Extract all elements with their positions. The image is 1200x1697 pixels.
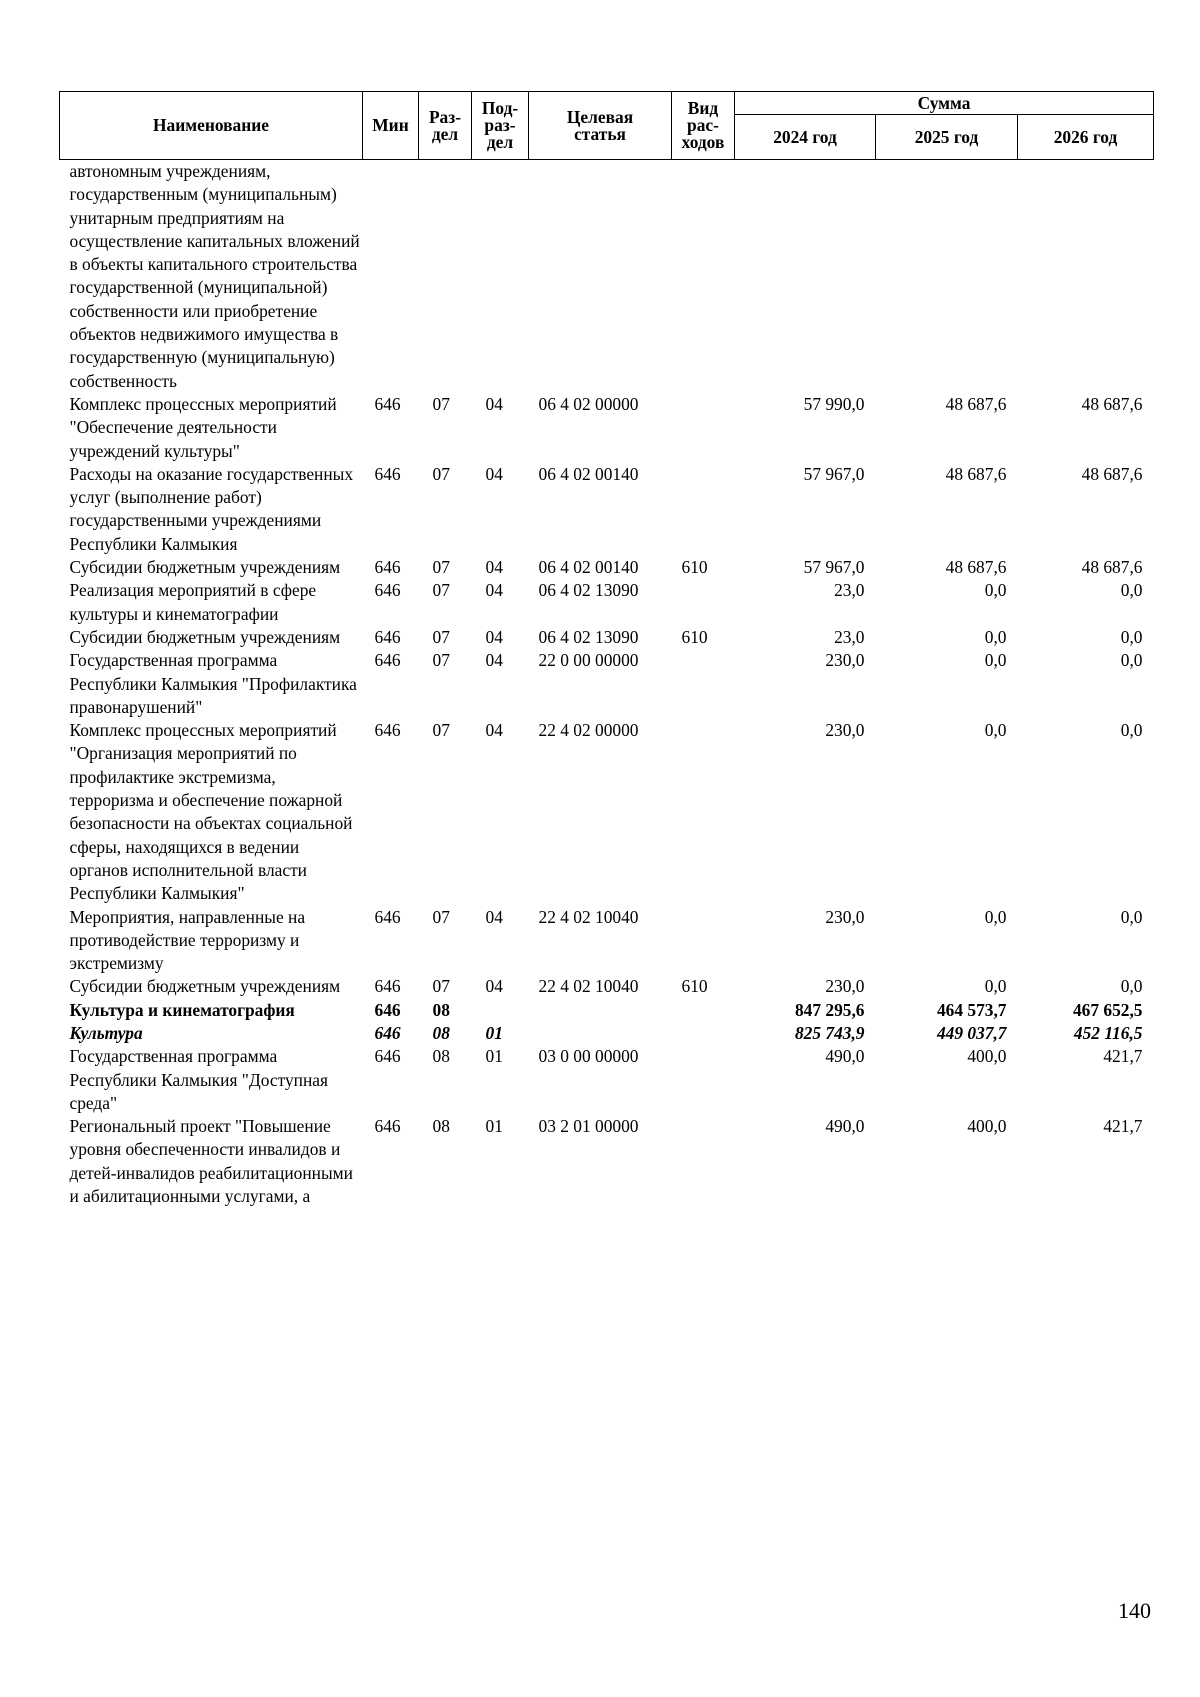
cell-vid-rashodov: 610 bbox=[681, 976, 708, 997]
cell-sum-2026: 0,0 bbox=[1120, 580, 1143, 601]
cell-podrazdel: 04 bbox=[485, 393, 503, 414]
cell-name: Региональный проект "Повышение уровня обеспеченности инвалидов и детей-инвалидов реабилитационными и абилитационными услугами, а bbox=[69, 1116, 353, 1207]
cell-name: автономным учреждениям, государственным (муниципальным) унитарным предприятиям на осуществление капитальных вложений в объекты капитального строительства государственной (муниципальной) собственности или приобретение объектов недвижимого имущества в государственную (муниципальную) собственность bbox=[69, 161, 360, 391]
cell-razdel: 07 bbox=[432, 626, 450, 647]
cell-podrazdel: 04 bbox=[485, 557, 503, 578]
cell-name: Государственная программа Республики Калмыкия "Профилактика правонарушений" bbox=[69, 650, 357, 717]
cell-sum-2026: 48 687,6 bbox=[1081, 463, 1143, 484]
header-summa: Сумма bbox=[735, 92, 1154, 115]
cell-celevaya-statya: 03 0 00 00000 bbox=[538, 1046, 639, 1067]
cell-sum-2026: 48 687,6 bbox=[1081, 557, 1143, 578]
cell-razdel: 07 bbox=[432, 557, 450, 578]
cell-razdel: 07 bbox=[432, 720, 450, 741]
cell-sum-2026: 421,7 bbox=[1103, 1046, 1143, 1067]
cell-celevaya-statya bbox=[529, 160, 672, 393]
table-row bbox=[60, 649, 1154, 719]
cell-sum-2026: 0,0 bbox=[1120, 720, 1143, 741]
table-row bbox=[60, 626, 1154, 649]
cell-sum-2026: 421,7 bbox=[1103, 1116, 1143, 1137]
cell-min bbox=[363, 160, 419, 393]
cell-vid-rashodov bbox=[672, 463, 735, 556]
page-number: 140 bbox=[1118, 1598, 1151, 1623]
cell-sum-2024: 57 967,0 bbox=[803, 557, 865, 578]
cell-name: Расходы на оказание государственных услуг (выполнение работ) государственными учреждениями Республики Калмыкия bbox=[69, 463, 354, 554]
cell-podrazdel: 04 bbox=[485, 650, 503, 671]
table-header bbox=[60, 92, 1154, 160]
cell-sum-2025: 464 573,7 bbox=[936, 999, 1007, 1020]
table-row bbox=[60, 975, 1154, 998]
cell-razdel: 07 bbox=[432, 393, 450, 414]
cell-celevaya-statya: 22 4 02 10040 bbox=[538, 906, 639, 927]
cell-sum-2024: 847 295,6 bbox=[794, 999, 865, 1020]
cell-podrazdel: 04 bbox=[485, 463, 503, 484]
cell-sum-2024: 825 743,9 bbox=[794, 1022, 865, 1043]
cell-sum-2025: 0,0 bbox=[984, 650, 1007, 671]
cell-sum-2025: 0,0 bbox=[984, 906, 1007, 927]
header-name: Наименование bbox=[60, 92, 363, 160]
cell-name: Государственная программа Республики Калмыкия "Доступная среда" bbox=[69, 1046, 329, 1113]
cell-sum-2024: 23,0 bbox=[834, 580, 865, 601]
cell-razdel: 08 bbox=[432, 1022, 450, 1043]
cell-sum-2024: 490,0 bbox=[825, 1046, 865, 1067]
cell-sum-2026 bbox=[1018, 160, 1154, 393]
cell-sum-2024: 23,0 bbox=[834, 626, 865, 647]
header-year-2025: 2025 год bbox=[876, 115, 1018, 160]
cell-sum-2024: 57 990,0 bbox=[803, 393, 865, 414]
cell-sum-2024 bbox=[735, 160, 876, 393]
header-podrazdel: Под- раз- дел bbox=[472, 92, 529, 160]
cell-vid-rashodov bbox=[672, 719, 735, 905]
table-row bbox=[60, 906, 1154, 976]
cell-min: 646 bbox=[374, 906, 401, 927]
table-row bbox=[60, 556, 1154, 579]
cell-name: Комплекс процессных мероприятий "Организация мероприятий по профилактике экстремизма, терроризма и обеспечение пожарной безопасности на объектах социальной сферы, находящихся в ведении органов исполнительной власти Республики Калмыкия" bbox=[69, 720, 353, 904]
cell-name: Субсидии бюджетным учреждениям bbox=[69, 557, 341, 578]
cell-min: 646 bbox=[374, 626, 401, 647]
cell-sum-2026: 0,0 bbox=[1120, 626, 1143, 647]
cell-vid-rashodov bbox=[672, 649, 735, 719]
cell-podrazdel: 04 bbox=[485, 720, 503, 741]
cell-celevaya-statya: 22 4 02 10040 bbox=[538, 976, 639, 997]
table-row bbox=[60, 719, 1154, 905]
cell-sum-2025: 0,0 bbox=[984, 626, 1007, 647]
cell-podrazdel: 04 bbox=[485, 626, 503, 647]
cell-sum-2025: 48 687,6 bbox=[945, 393, 1007, 414]
cell-sum-2024: 230,0 bbox=[825, 720, 865, 741]
cell-razdel bbox=[419, 160, 472, 393]
cell-name: Мероприятия, направленные на противодействие терроризму и экстремизму bbox=[69, 906, 306, 974]
cell-vid-rashodov bbox=[672, 906, 735, 976]
table-row bbox=[60, 1045, 1154, 1115]
cell-razdel: 07 bbox=[432, 580, 450, 601]
cell-sum-2024: 57 967,0 bbox=[803, 463, 865, 484]
header-celevaya-statya: Целевая статья bbox=[529, 92, 672, 160]
cell-vid-rashodov bbox=[672, 160, 735, 393]
cell-name: Культура bbox=[69, 1022, 143, 1043]
cell-razdel: 07 bbox=[432, 906, 450, 927]
table-row bbox=[60, 463, 1154, 556]
cell-celevaya-statya: 06 4 02 13090 bbox=[538, 626, 639, 647]
cell-min: 646 bbox=[374, 463, 401, 484]
cell-vid-rashodov bbox=[672, 1022, 735, 1045]
cell-name: Комплекс процессных мероприятий "Обеспечение деятельности учреждений культуры" bbox=[69, 393, 337, 461]
cell-min: 646 bbox=[374, 720, 401, 741]
cell-min: 646 bbox=[374, 976, 401, 997]
cell-celevaya-statya: 22 4 02 00000 bbox=[538, 720, 639, 741]
cell-celevaya-statya: 03 2 01 00000 bbox=[538, 1116, 639, 1137]
cell-razdel: 08 bbox=[432, 1116, 450, 1137]
cell-vid-rashodov: 610 bbox=[681, 557, 708, 578]
header-min: Мин bbox=[363, 92, 419, 160]
cell-celevaya-statya: 06 4 02 00140 bbox=[538, 557, 639, 578]
cell-podrazdel: 04 bbox=[485, 906, 503, 927]
table-row bbox=[60, 393, 1154, 463]
cell-sum-2025: 0,0 bbox=[984, 976, 1007, 997]
cell-celevaya-statya bbox=[529, 1022, 672, 1045]
cell-min: 646 bbox=[374, 1116, 401, 1137]
cell-razdel: 08 bbox=[432, 999, 450, 1020]
cell-vid-rashodov bbox=[672, 1115, 735, 1208]
cell-sum-2026: 48 687,6 bbox=[1081, 393, 1143, 414]
cell-vid-rashodov: 610 bbox=[681, 626, 708, 647]
cell-sum-2025: 449 037,7 bbox=[936, 1022, 1007, 1043]
cell-vid-rashodov bbox=[672, 579, 735, 626]
cell-sum-2024: 490,0 bbox=[825, 1116, 865, 1137]
cell-razdel: 07 bbox=[432, 650, 450, 671]
cell-sum-2025 bbox=[876, 160, 1018, 393]
table-row bbox=[60, 579, 1154, 626]
cell-celevaya-statya bbox=[529, 999, 672, 1022]
cell-sum-2026: 0,0 bbox=[1120, 650, 1143, 671]
table-row bbox=[60, 1115, 1154, 1208]
cell-celevaya-statya: 06 4 02 13090 bbox=[538, 580, 639, 601]
cell-vid-rashodov bbox=[672, 1045, 735, 1115]
cell-name: Реализация мероприятий в сфере культуры и кинематографии bbox=[69, 580, 317, 624]
cell-podrazdel: 01 bbox=[485, 1046, 503, 1067]
budget-table bbox=[59, 91, 1154, 1208]
header-vid-rashodov: Вид рас- ходов bbox=[672, 92, 735, 160]
cell-vid-rashodov bbox=[672, 393, 735, 463]
cell-sum-2024: 230,0 bbox=[825, 650, 865, 671]
cell-sum-2025: 400,0 bbox=[967, 1046, 1007, 1067]
table-row bbox=[60, 999, 1154, 1022]
cell-sum-2025: 48 687,6 bbox=[945, 463, 1007, 484]
cell-min: 646 bbox=[374, 580, 401, 601]
table-row bbox=[60, 160, 1154, 393]
cell-vid-rashodov bbox=[672, 999, 735, 1022]
cell-sum-2026: 0,0 bbox=[1120, 906, 1143, 927]
cell-sum-2026: 452 116,5 bbox=[1073, 1022, 1143, 1043]
cell-sum-2025: 48 687,6 bbox=[945, 557, 1007, 578]
cell-razdel: 08 bbox=[432, 1046, 450, 1067]
cell-celevaya-statya: 06 4 02 00000 bbox=[538, 393, 639, 414]
cell-podrazdel: 01 bbox=[485, 1022, 503, 1043]
cell-min: 646 bbox=[374, 557, 401, 578]
cell-name: Субсидии бюджетным учреждениям bbox=[69, 976, 341, 997]
cell-celevaya-statya: 06 4 02 00140 bbox=[538, 463, 639, 484]
cell-sum-2024: 230,0 bbox=[825, 906, 865, 927]
header-year-2026: 2026 год bbox=[1018, 115, 1154, 160]
cell-sum-2025: 0,0 bbox=[984, 580, 1007, 601]
cell-podrazdel: 04 bbox=[485, 976, 503, 997]
cell-min: 646 bbox=[374, 650, 401, 671]
header-razdel: Раз- дел bbox=[419, 92, 472, 160]
cell-min: 646 bbox=[374, 1046, 401, 1067]
cell-min: 646 bbox=[374, 393, 401, 414]
cell-razdel: 07 bbox=[432, 976, 450, 997]
cell-podrazdel: 04 bbox=[485, 580, 503, 601]
cell-sum-2026: 467 652,5 bbox=[1072, 999, 1143, 1020]
cell-celevaya-statya: 22 0 00 00000 bbox=[538, 650, 639, 671]
cell-name: Субсидии бюджетным учреждениям bbox=[69, 626, 341, 647]
cell-podrazdel: 01 bbox=[485, 1116, 503, 1137]
cell-min: 646 bbox=[374, 1022, 401, 1043]
header-year-2024: 2024 год bbox=[735, 115, 876, 160]
cell-name: Культура и кинематография bbox=[69, 999, 295, 1020]
cell-sum-2024: 230,0 bbox=[825, 976, 865, 997]
cell-sum-2025: 400,0 bbox=[967, 1116, 1007, 1137]
cell-razdel: 07 bbox=[432, 463, 450, 484]
table-body bbox=[60, 160, 1154, 1209]
cell-sum-2026: 0,0 bbox=[1120, 976, 1143, 997]
cell-podrazdel bbox=[472, 999, 529, 1022]
table-row bbox=[60, 1022, 1154, 1045]
cell-sum-2025: 0,0 bbox=[984, 720, 1007, 741]
cell-podrazdel bbox=[472, 160, 529, 393]
cell-min: 646 bbox=[374, 999, 401, 1020]
